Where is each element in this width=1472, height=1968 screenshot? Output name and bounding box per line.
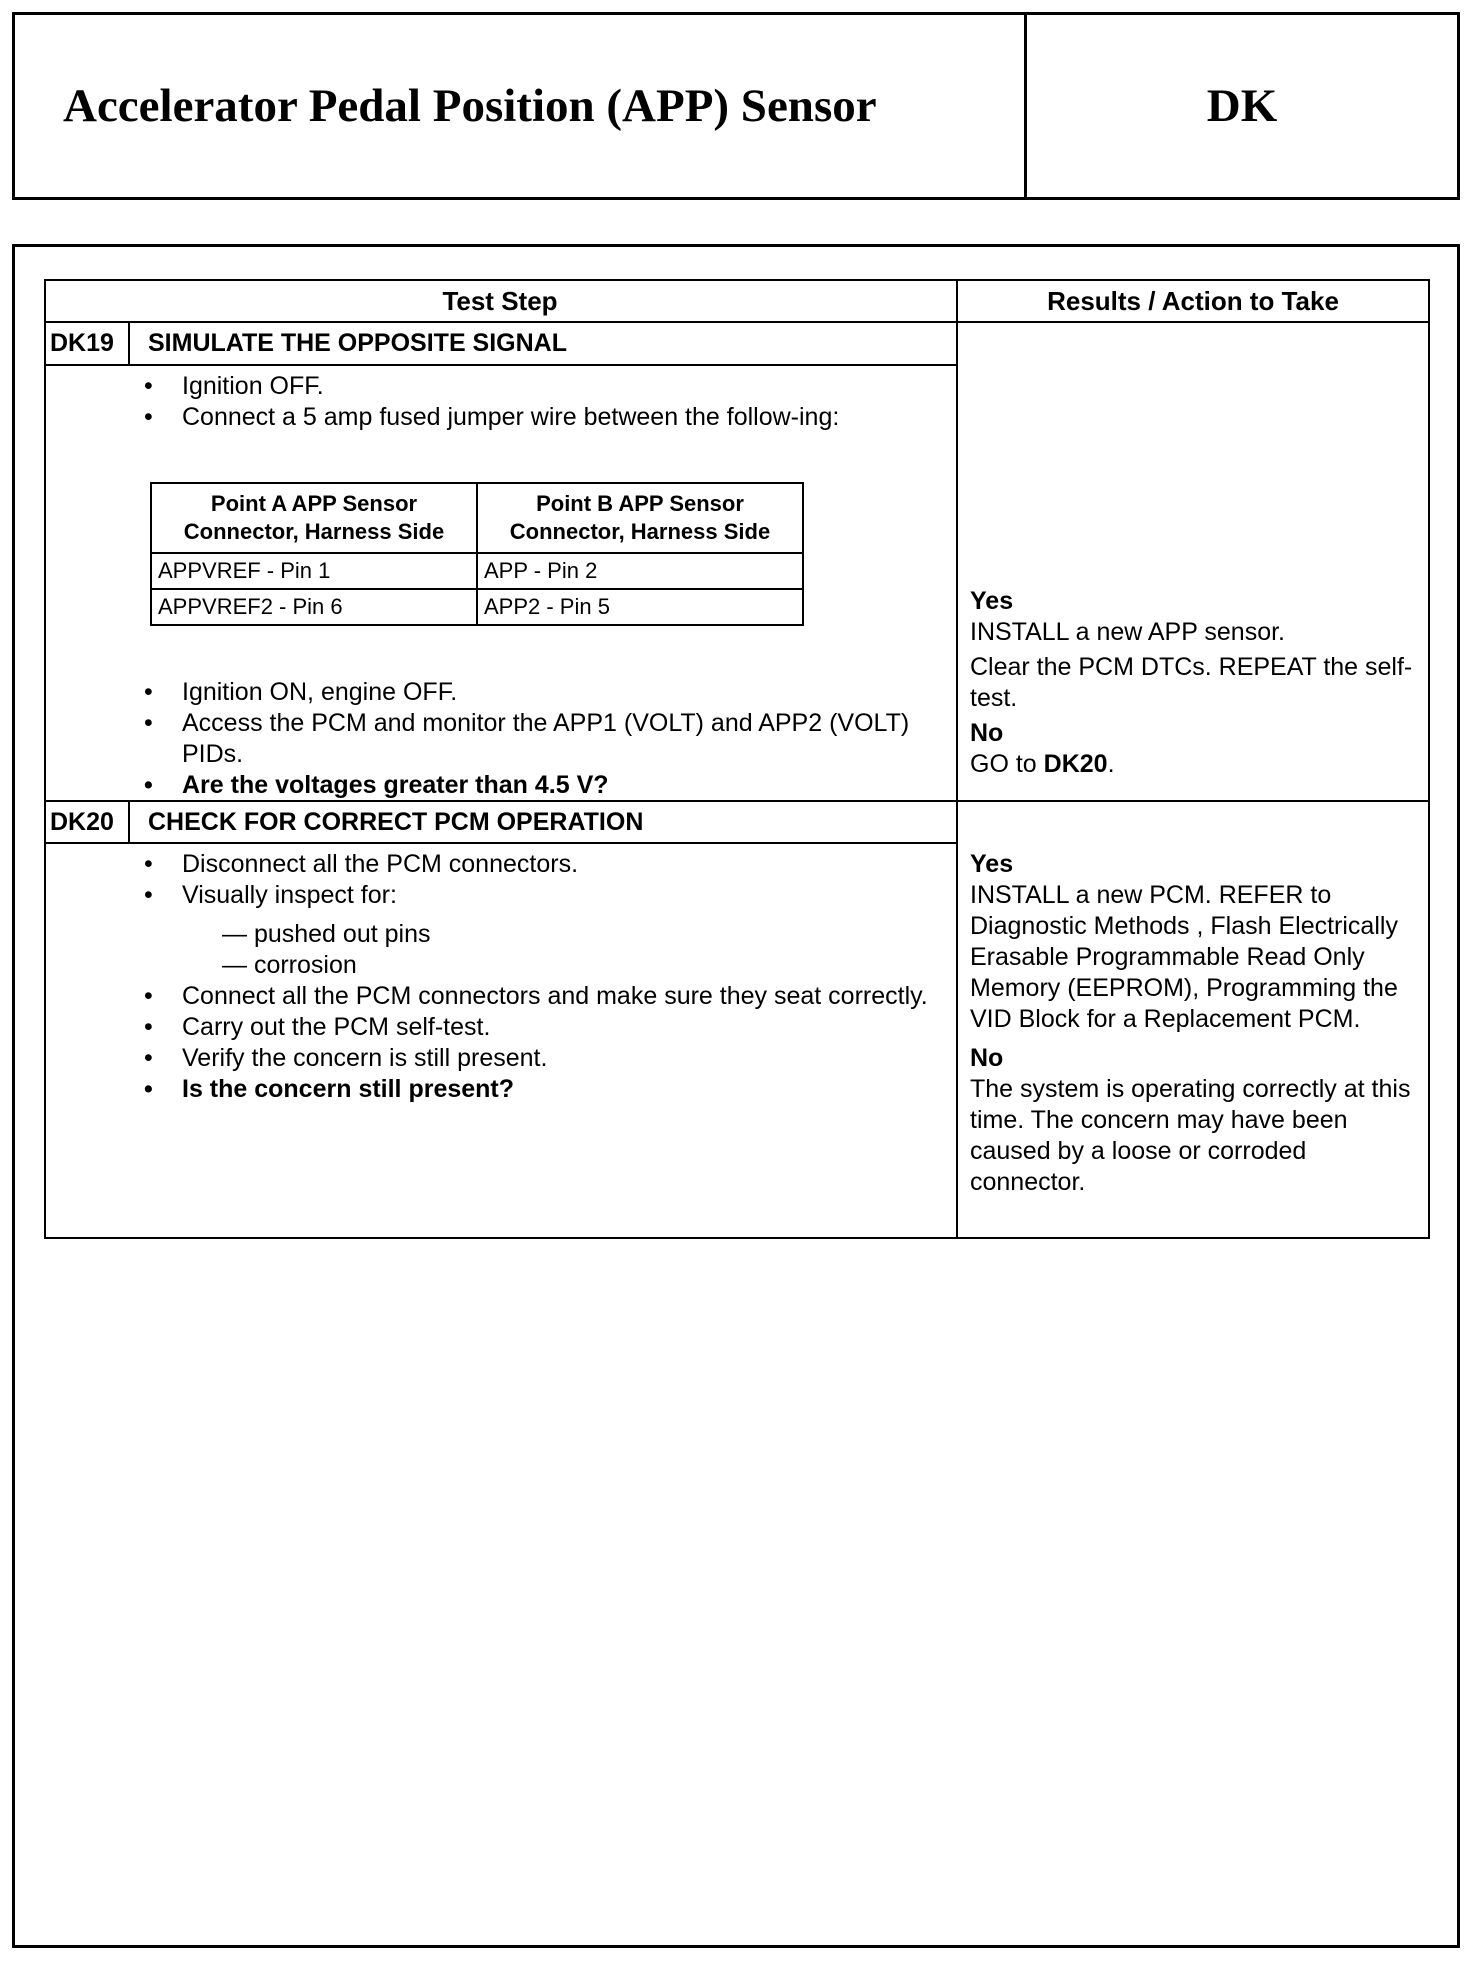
table-border-top (44, 279, 1430, 281)
pin-cell: APPVREF2 - Pin 6 (151, 589, 477, 625)
dk19-results (970, 586, 1422, 780)
page-title: Accelerator Pedal Position (APP) Sensor (15, 15, 1027, 197)
table-border-bottom (44, 1237, 1430, 1239)
list-item: — corrosion (222, 951, 357, 979)
pin-cell: APPVREF - Pin 1 (151, 553, 477, 589)
table-border-left (44, 279, 46, 1239)
yes-label: Yes (970, 850, 1014, 878)
no-text (970, 749, 1422, 780)
page-header (12, 12, 1460, 200)
pin-cell: APP - Pin 2 (477, 553, 803, 589)
dk20-id-divider (128, 802, 130, 843)
list-item: • Access the PCM and monitor the APP1 (VOLT) and APP2 (VOLT) PIDs. (142, 708, 942, 770)
table-row (151, 589, 803, 625)
dk20-title: CHECK FOR CORRECT PCM OPERATION (148, 808, 644, 836)
list-item: • Ignition ON, engine OFF. (142, 677, 942, 708)
yes-text: INSTALL a new APP sensor. (970, 618, 1285, 646)
col-header-results: Results / Action to Take (1047, 286, 1339, 316)
list-item: • Verify the concern is still present. (142, 1043, 942, 1074)
dk20-steps-after (142, 981, 942, 1105)
yes-label: Yes (970, 587, 1014, 615)
col-header-test-step: Test Step (442, 286, 558, 316)
list-item: • Disconnect all the PCM connectors. (142, 849, 942, 880)
dk19-id-divider (128, 323, 130, 365)
pin-cell: APP2 - Pin 5 (477, 589, 803, 625)
no-text-ref: DK20 (1043, 750, 1108, 778)
dk20-steps (142, 849, 942, 911)
dk20-title-underline (44, 842, 957, 844)
section-code: DK (1206, 80, 1278, 132)
table-border-right (1428, 279, 1430, 1239)
pin-table-header-a: Point A APP Sensor Connector, Harness Side (151, 483, 477, 553)
no-label: No (970, 1044, 1004, 1072)
list-item: • Connect all the PCM connectors and make sure they seat correctly. (142, 981, 942, 1012)
table-row (151, 553, 803, 589)
list-item: • Visually inspect for: (142, 880, 942, 911)
no-text: The system is operating correctly at this time. The concern may have been caused by a loose or corroded connector. (970, 1075, 1411, 1196)
dk19-steps-after (142, 677, 942, 801)
dk19-id: DK19 (50, 329, 114, 357)
column-divider (956, 279, 958, 1239)
list-item: • Connect a 5 amp fused jumper wire between the follow-ing: (142, 402, 942, 433)
yes-text: INSTALL a new PCM. REFER to Diagnostic Methods , Flash Electrically Erasable Programmable Read Only Memory (EEPROM), Programming the VID Block for a Replacement PCM. (970, 881, 1398, 1033)
dk20-sub-items (142, 919, 942, 981)
list-item: • Are the voltages greater than 4.5 V? (142, 770, 942, 801)
list-item: — pushed out pins (222, 920, 431, 948)
test-step-table (44, 279, 1430, 1239)
dk19-title: SIMULATE THE OPPOSITE SIGNAL (148, 329, 568, 357)
list-item: • Ignition OFF. (142, 371, 942, 402)
list-item: • Carry out the PCM self-test. (142, 1012, 942, 1043)
dk20-id: DK20 (50, 808, 114, 836)
dk19-steps-before (142, 371, 942, 433)
header-underline (44, 321, 1430, 323)
pin-table (150, 482, 804, 626)
dk20-results (970, 849, 1422, 1198)
no-text-suffix: . (1107, 750, 1115, 778)
pin-table-header-b: Point B APP Sensor Connector, Harness Side (477, 483, 803, 553)
yes-text-2: Clear the PCM DTCs. REPEAT the self-test. (970, 653, 1413, 712)
no-label: No (970, 719, 1004, 747)
no-text-prefix: GO to (970, 750, 1037, 778)
dk19-title-underline (44, 364, 957, 366)
list-item: • Is the concern still present? (142, 1074, 942, 1105)
